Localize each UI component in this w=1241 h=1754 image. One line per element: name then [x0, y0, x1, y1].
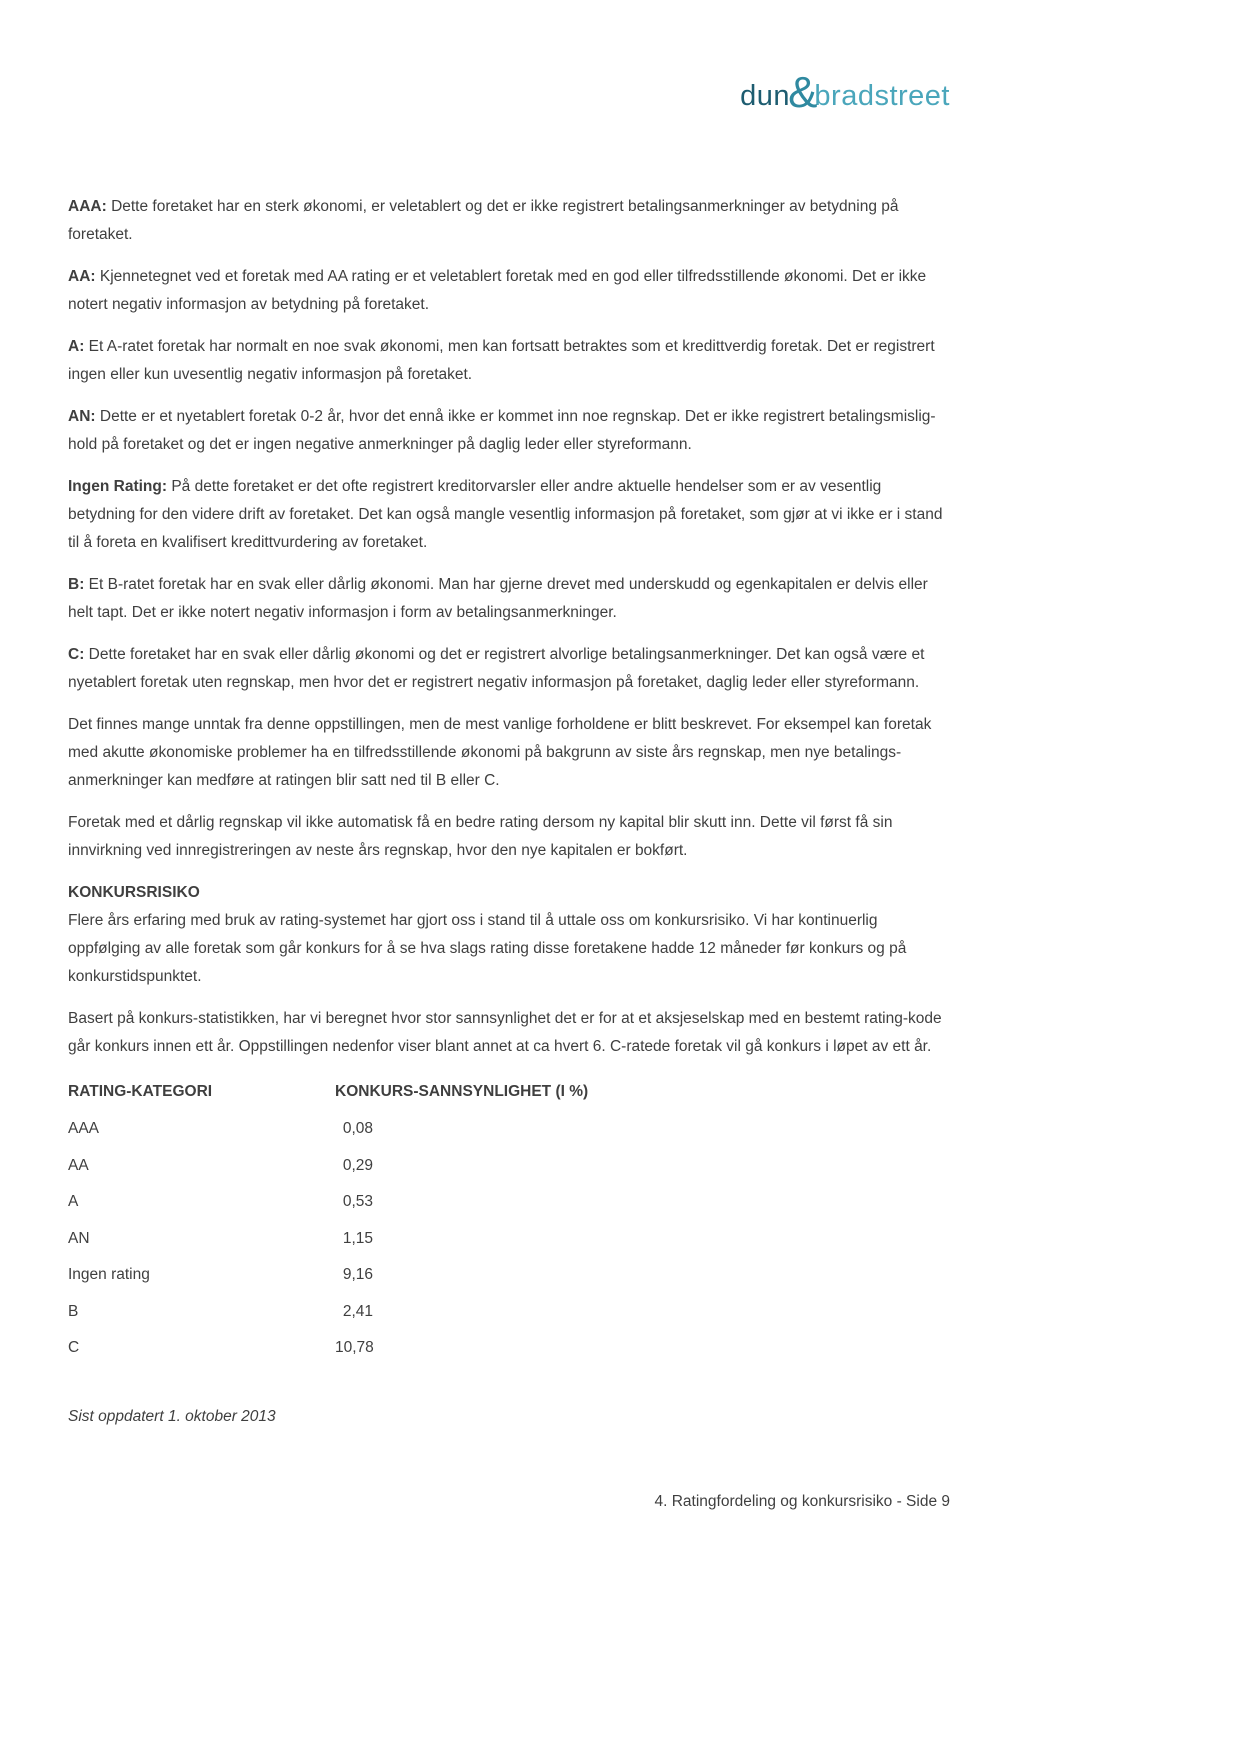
table-cell-probability: 9,16 — [342, 1266, 373, 1283]
table-row — [68, 1294, 946, 1331]
rating-label-aa: AA: — [68, 268, 96, 285]
table-row — [68, 1184, 946, 1221]
paragraph-rating-a — [68, 333, 946, 389]
rating-text-a: Et A-ratet foretak har normalt en noe svak økonomi, men kan fortsatt betraktes som et kredittverdig foretak. Det er registrert ingen eller kun uvesentlig negativ informasjon på foretaket. — [68, 338, 935, 383]
table-cell-category: AAA — [68, 1120, 100, 1137]
document-body — [68, 193, 946, 1445]
rating-label-a: A: — [68, 338, 85, 355]
table-cell-category: B — [68, 1302, 79, 1320]
dun-bradstreet-logo — [740, 66, 950, 116]
section-heading-konkursrisiko: KONKURSRISIKO — [68, 884, 200, 901]
rating-text-c: Dette foretaket har en svak eller dårlig økonomi og det er registrert alvorlige betalingsanmerkninger. Det kan også være et nyetablert foretak uten regnskap, men hvor det er registrert negativ informasjon på foretaket, daglig leder eller styreformann. — [68, 646, 925, 691]
paragraph-rating-ingen — [68, 473, 946, 557]
table-cell-category: AN — [68, 1229, 90, 1247]
rating-text-ingen: På dette foretaket er det ofte registrert kreditorvarsler eller andre aktuelle hendelser som er av vesentlig betydning for den videre drift av foretaket. Det kan også mangle vesentlig informasjon på foretaket, som gjør at vi ikke er i stand til å foreta en kvalifisert kredittvurdering av foretaket. — [68, 478, 943, 551]
table-cell-category: AA — [68, 1156, 89, 1174]
paragraph-konkursrisiko-1: Flere års erfaring med bruk av rating-systemet har gjort oss i stand til å uttale oss om konkursrisiko. Vi har kontinuerlig oppfølging av alle foretak som går konkurs for å se hva slags rating disse foretakene hadde 12 måneder før konkurs og på konkurstidspunktet. — [68, 912, 907, 985]
paragraph-rating-aa — [68, 263, 946, 319]
table-header-probability: KONKURS-SANNSYNLIGHET (I %) — [335, 1083, 589, 1100]
table-row — [68, 1221, 946, 1258]
updated-note: Sist oppdatert 1. oktober 2013 — [68, 1407, 276, 1425]
rating-text-aa: Kjennetegnet ved et foretak med AA rating er et veletablert foretak med en god eller tilfredsstillende økonomi. Det er ikke notert negativ informasjon av betydning på foretaket. — [68, 268, 927, 313]
paragraph-konkursrisiko-2: Basert på konkurs-statistikken, har vi beregnet hvor stor sannsynlighet det er for at et aksjeselskap med en bestemt rating-kode går konkurs innen ett år. Oppstillingen nedenfor viser blant annet at ca hvert 6. C-ratede foretak vil gå konkurs i løpet av ett år. — [68, 1010, 942, 1055]
table-cell-probability: 2,41 — [342, 1302, 373, 1320]
table-row — [68, 1330, 946, 1367]
table-row — [68, 1257, 946, 1294]
rating-label-an: AN: — [68, 408, 96, 425]
table-cell-category: Ingen rating — [68, 1266, 150, 1283]
rating-text-an: Dette er et nyetablert foretak 0-2 år, hvor det ennå ikke er kommet inn noe regnskap. Det er ikke registrert betalingsmislig- hold på foretaket og det er ingen negative anmerkninger på daglig leder eller styreformann. — [68, 408, 936, 453]
table-row — [68, 1111, 946, 1148]
paragraph-rating-c — [68, 641, 946, 697]
rating-text-b: Et B-ratet foretak har en svak eller dårlig økonomi. Man har gjerne drevet med underskudd og egenkapitalen er delvis eller helt tapt. Det er ikke notert negativ informasjon i form av betalingsanmerkninger. — [68, 576, 928, 621]
table-row — [68, 1148, 946, 1185]
logo-ampersand-icon: & — [788, 68, 818, 117]
table-cell-probability: 1,15 — [342, 1229, 373, 1247]
rating-text-aaa: Dette foretaket har en sterk økonomi, er veletablert og det er ikke registrert betalingsanmerkninger av betydning på foretaket. — [68, 198, 899, 243]
logo-text-bradstreet: bradstreet — [814, 80, 950, 112]
table-cell-probability: 10,78 — [335, 1339, 374, 1356]
table-cell-probability: 0,53 — [342, 1193, 373, 1210]
logo-text-dun: dun — [740, 80, 791, 112]
rating-label-aaa: AAA: — [68, 198, 107, 215]
rating-label-c: C: — [68, 646, 85, 663]
table-cell-category: A — [68, 1193, 79, 1210]
rating-label-ingen: Ingen Rating: — [68, 478, 168, 495]
table-header-row — [68, 1075, 946, 1109]
rating-probability-table — [68, 1075, 946, 1367]
paragraph-rating-aaa — [68, 193, 946, 249]
paragraph-rating-an — [68, 403, 946, 459]
table-header-category: RATING-KATEGORI — [68, 1083, 213, 1100]
paragraph-exceptions: Det finnes mange unntak fra denne oppstillingen, men de mest vanlige forholdene er blitt beskrevet. For eksempel kan foretak med akutte økonomiske problemer ha en tilfredsstillende økonomi på bakgrunn av siste års regnskap, men nye betalings- anmerkninger kan medføre at ratingen blir satt ned til B eller C. — [68, 716, 932, 789]
page-footer: 4. Ratingfordeling og konkursrisiko - Side 9 — [654, 1493, 950, 1510]
paragraph-rating-b — [68, 571, 946, 627]
paragraph-new-capital: Foretak med et dårlig regnskap vil ikke automatisk få en bedre rating dersom ny kapital blir skutt inn. Dette vil først få sin innvirkning ved innregistreringen av neste års regnskap, hvor den nye kapitalen er bokført. — [68, 814, 893, 859]
table-cell-category: C — [68, 1339, 80, 1356]
table-cell-probability: 0,29 — [342, 1156, 373, 1174]
table-cell-probability: 0,08 — [342, 1120, 373, 1137]
rating-label-b: B: — [68, 576, 85, 593]
